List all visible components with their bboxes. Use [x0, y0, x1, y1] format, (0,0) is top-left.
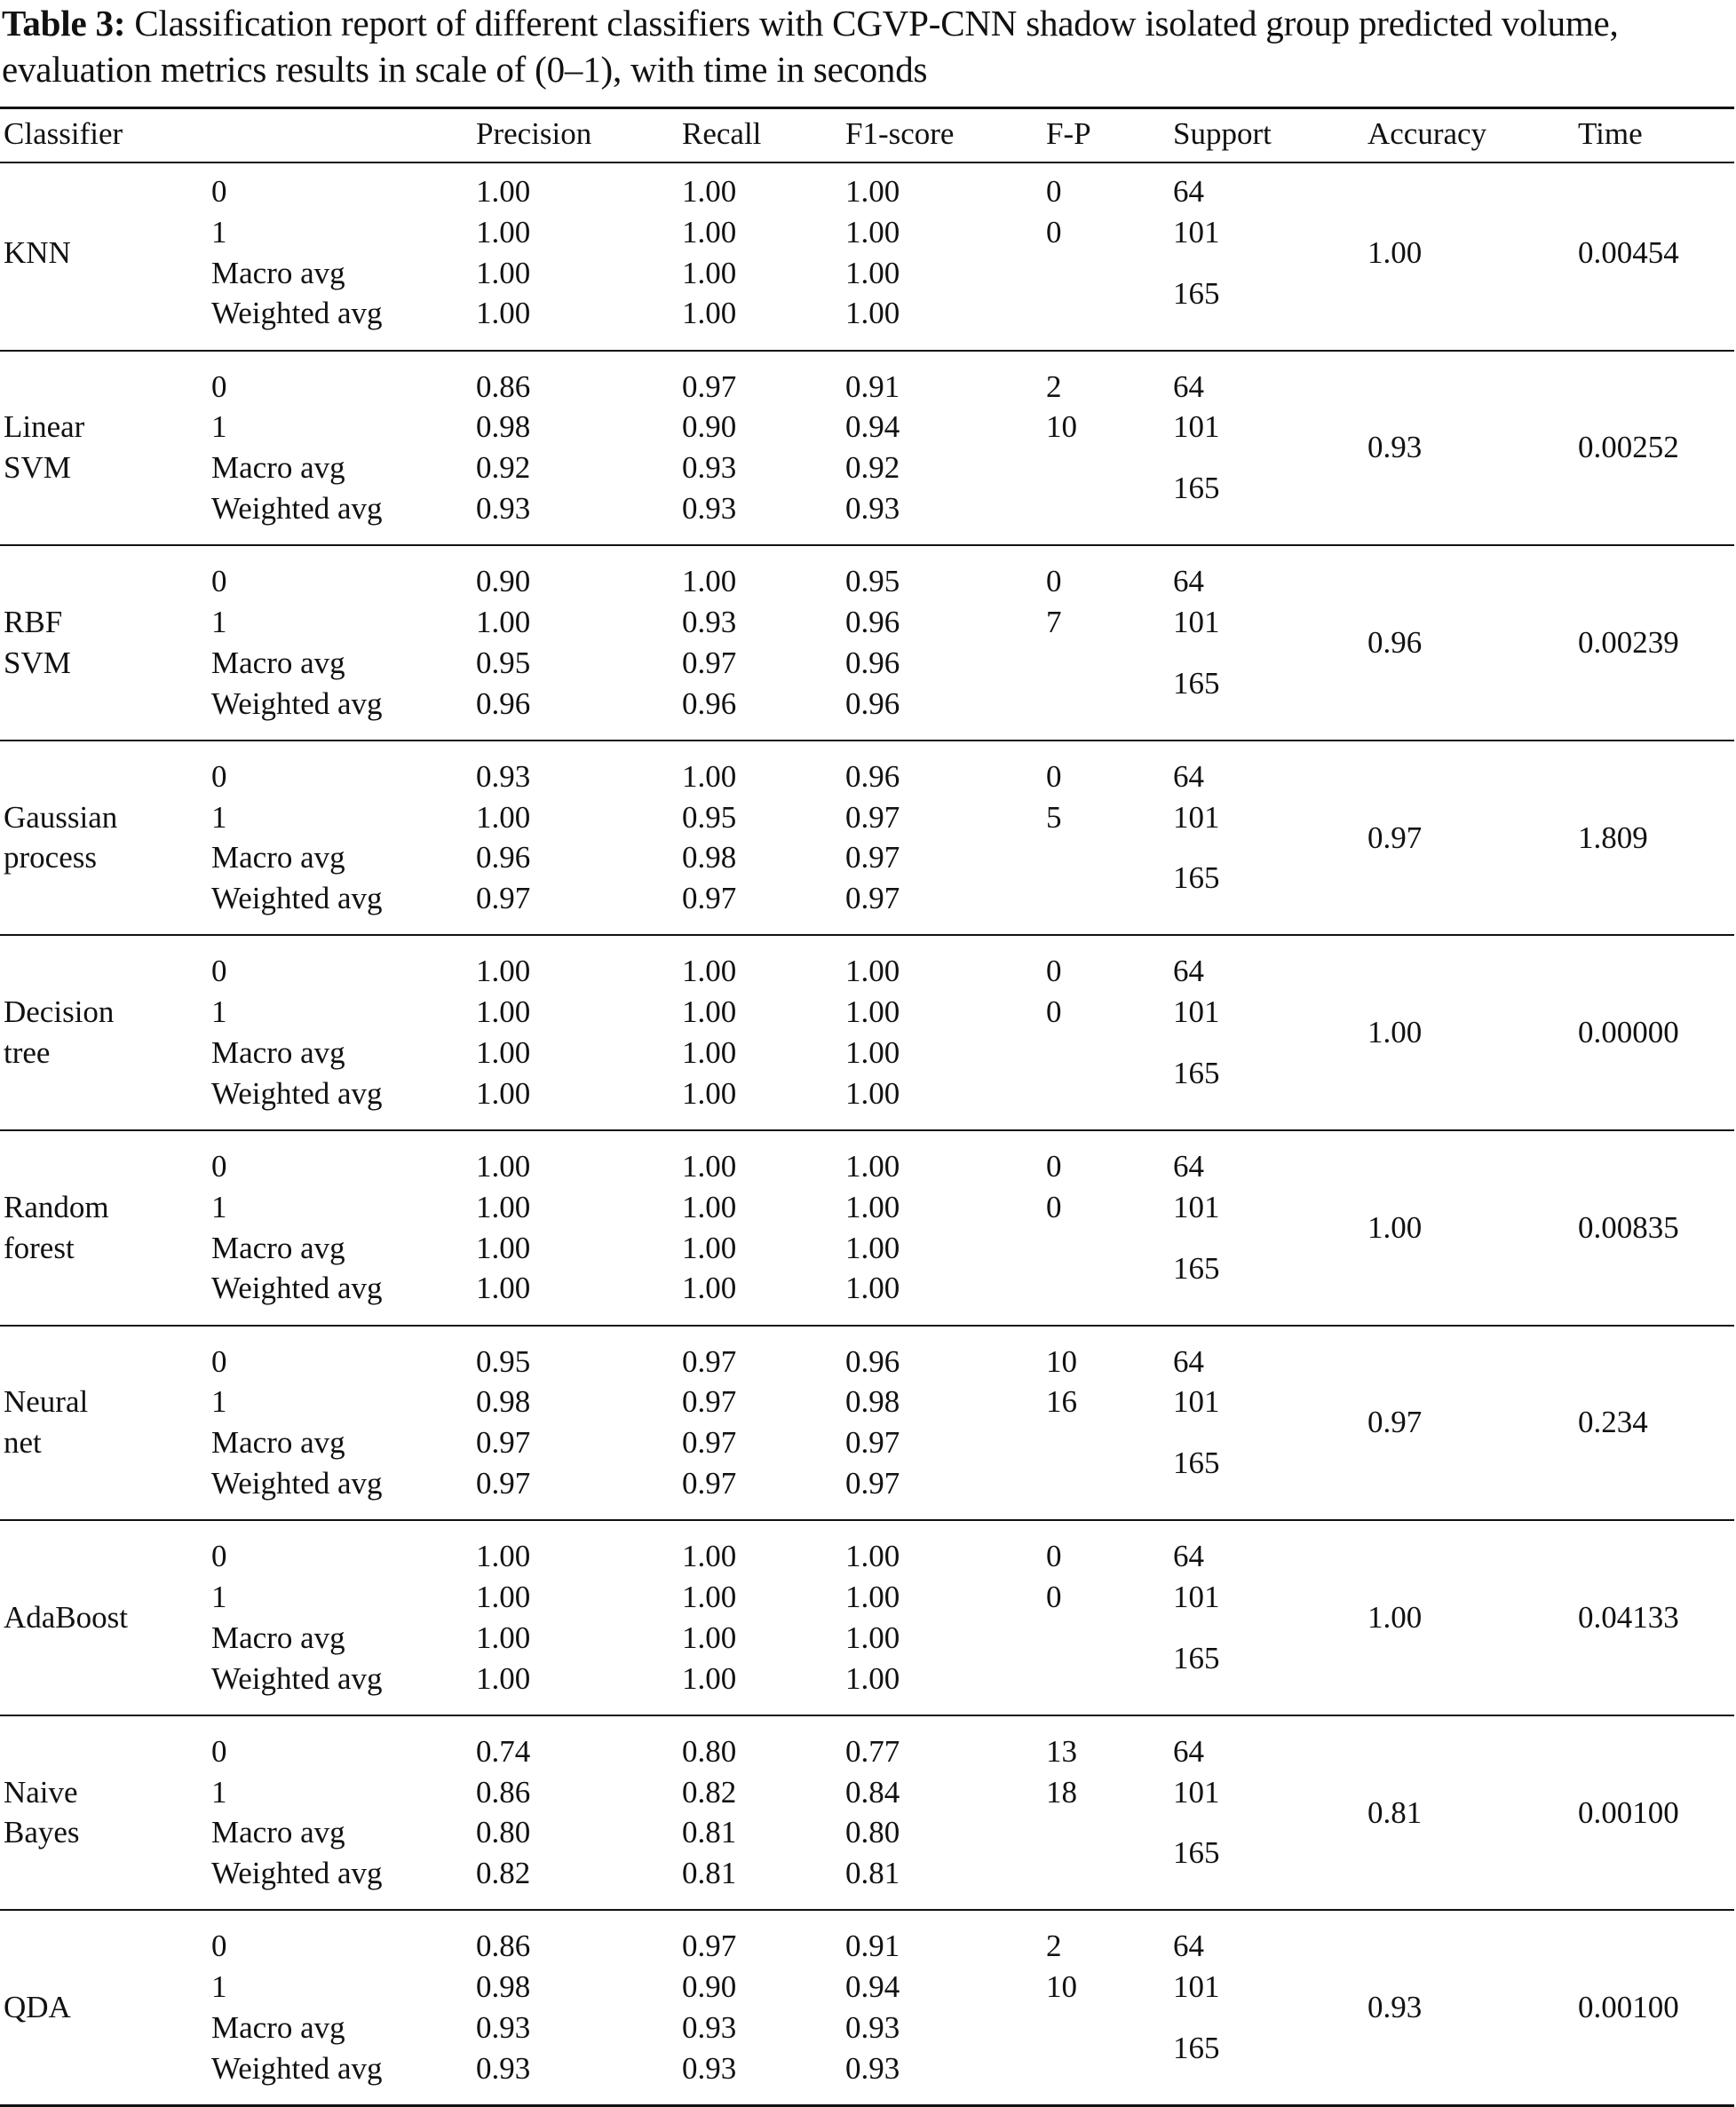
time-value: 0.00835 [1578, 1210, 1679, 1245]
f1-score-value: 0.93 [845, 2051, 900, 2086]
f1-score-value: 0.77 [845, 1734, 900, 1769]
precision-value: 1.00 [476, 800, 531, 835]
support-total-value: 165 [1173, 1446, 1220, 1480]
table-top-rule [0, 107, 1734, 109]
accuracy-value: 1.00 [1367, 1210, 1423, 1245]
recall-value: 0.98 [682, 840, 737, 875]
recall-value: 1.00 [682, 215, 737, 250]
table-number: Table 3: [2, 3, 126, 44]
header-support: Support [1173, 116, 1272, 151]
row-label: Macro avg [211, 2010, 345, 2045]
precision-value: 1.00 [476, 1076, 531, 1111]
precision-value: 0.96 [476, 686, 531, 721]
f1-score-value: 0.92 [845, 450, 900, 485]
recall-value: 1.00 [682, 1620, 737, 1655]
classifier-name: RBF [4, 605, 63, 639]
f1-score-value: 0.97 [845, 800, 900, 835]
classifier-name: net [4, 1425, 42, 1460]
fp-value: 7 [1046, 605, 1062, 639]
row-label: 1 [211, 800, 227, 835]
classifier-name: Decision [4, 994, 115, 1029]
fp-value: 2 [1046, 369, 1062, 404]
precision-value: 0.95 [476, 646, 531, 680]
recall-value: 0.95 [682, 800, 737, 835]
row-label: Weighted avg [211, 2051, 383, 2086]
fp-value: 0 [1046, 1580, 1062, 1614]
group-separator-rule [0, 544, 1734, 546]
f1-score-value: 1.00 [845, 1539, 900, 1573]
f1-score-value: 1.00 [845, 1149, 900, 1184]
support-value: 64 [1173, 1149, 1204, 1184]
row-label: 1 [211, 1775, 227, 1810]
f1-score-value: 0.96 [845, 1344, 900, 1379]
row-label: Weighted avg [211, 686, 383, 721]
recall-value: 0.97 [682, 1384, 737, 1419]
row-label: 1 [211, 215, 227, 250]
accuracy-value: 0.81 [1367, 1795, 1423, 1830]
fp-value: 10 [1046, 1344, 1077, 1379]
f1-score-value: 1.00 [845, 1190, 900, 1224]
f1-score-value: 0.80 [845, 1815, 900, 1850]
row-label: Macro avg [211, 1620, 345, 1655]
precision-value: 0.95 [476, 1344, 531, 1379]
recall-value: 1.00 [682, 1076, 737, 1111]
precision-value: 0.93 [476, 491, 531, 526]
fp-value: 10 [1046, 409, 1077, 444]
recall-value: 0.97 [682, 1425, 737, 1460]
fp-value: 2 [1046, 1929, 1062, 1963]
accuracy-value: 0.93 [1367, 430, 1423, 464]
f1-score-value: 0.93 [845, 2010, 900, 2045]
precision-value: 0.74 [476, 1734, 531, 1769]
f1-score-value: 1.00 [845, 174, 900, 209]
f1-score-value: 1.00 [845, 256, 900, 290]
classifier-name: AdaBoost [4, 1600, 128, 1635]
table-caption [2, 0, 1733, 92]
f1-score-value: 1.00 [845, 1231, 900, 1265]
group-separator-rule [0, 740, 1734, 741]
support-total-value: 165 [1173, 1641, 1220, 1675]
support-value: 101 [1173, 1384, 1220, 1419]
precision-value: 0.86 [476, 1929, 531, 1963]
row-label: 0 [211, 1539, 227, 1573]
support-value: 64 [1173, 1539, 1204, 1573]
precision-value: 1.00 [476, 1190, 531, 1224]
classifier-name: Naive [4, 1775, 78, 1810]
f1-score-value: 0.96 [845, 759, 900, 794]
recall-value: 0.97 [682, 1466, 737, 1501]
header-accuracy: Accuracy [1367, 116, 1487, 151]
recall-value: 1.00 [682, 994, 737, 1029]
row-label: 1 [211, 1969, 227, 2004]
f1-score-value: 0.91 [845, 1929, 900, 1963]
f1-score-value: 0.96 [845, 605, 900, 639]
support-value: 101 [1173, 994, 1220, 1029]
support-value: 64 [1173, 369, 1204, 404]
support-total-value: 165 [1173, 860, 1220, 895]
caption-text: Classification report of different classifiers with CGVP-CNN shadow isolated group predicted volume, evaluation metrics results in scale of (0–1), with time in seconds [2, 3, 1619, 90]
classifier-name: QDA [4, 1990, 71, 2024]
precision-value: 0.98 [476, 409, 531, 444]
precision-value: 0.97 [476, 881, 531, 915]
recall-value: 0.93 [682, 491, 737, 526]
f1-score-value: 1.00 [845, 296, 900, 330]
classifier-name: KNN [4, 235, 71, 270]
accuracy-value: 1.00 [1367, 235, 1423, 270]
header-rule [0, 162, 1734, 163]
support-value: 64 [1173, 564, 1204, 598]
support-total-value: 165 [1173, 1251, 1220, 1286]
f1-score-value: 0.81 [845, 1856, 900, 1890]
recall-value: 1.00 [682, 296, 737, 330]
support-value: 101 [1173, 1580, 1220, 1614]
accuracy-value: 0.96 [1367, 625, 1423, 660]
fp-value: 5 [1046, 800, 1062, 835]
group-separator-rule [0, 1715, 1734, 1716]
recall-value: 0.97 [682, 1344, 737, 1379]
fp-value: 10 [1046, 1969, 1077, 2004]
classifier-name: Gaussian [4, 800, 118, 835]
precision-value: 0.96 [476, 840, 531, 875]
precision-value: 0.90 [476, 564, 531, 598]
recall-value: 1.00 [682, 174, 737, 209]
precision-value: 0.86 [476, 369, 531, 404]
row-label: Macro avg [211, 1231, 345, 1265]
precision-value: 1.00 [476, 174, 531, 209]
row-label: 1 [211, 1190, 227, 1224]
row-label: Weighted avg [211, 1076, 383, 1111]
group-separator-rule [0, 1909, 1734, 1911]
precision-value: 0.93 [476, 2010, 531, 2045]
recall-value: 0.97 [682, 369, 737, 404]
row-label: Macro avg [211, 1815, 345, 1850]
f1-score-value: 1.00 [845, 1620, 900, 1655]
classifier-name: SVM [4, 450, 71, 485]
time-value: 0.00100 [1578, 1990, 1679, 2024]
recall-value: 1.00 [682, 759, 737, 794]
row-label: 0 [211, 369, 227, 404]
row-label: Macro avg [211, 646, 345, 680]
row-label: 1 [211, 1580, 227, 1614]
fp-value: 0 [1046, 1190, 1062, 1224]
support-value: 101 [1173, 605, 1220, 639]
f1-score-value: 0.91 [845, 369, 900, 404]
precision-value: 0.93 [476, 759, 531, 794]
row-label: 1 [211, 994, 227, 1029]
recall-value: 1.00 [682, 1661, 737, 1696]
f1-score-value: 0.98 [845, 1384, 900, 1419]
support-total-value: 165 [1173, 276, 1220, 311]
precision-value: 0.97 [476, 1466, 531, 1501]
row-label: Weighted avg [211, 881, 383, 915]
precision-value: 0.98 [476, 1969, 531, 2004]
recall-value: 1.00 [682, 1231, 737, 1265]
f1-score-value: 1.00 [845, 1271, 900, 1305]
recall-value: 0.97 [682, 1929, 737, 1963]
f1-score-value: 1.00 [845, 1035, 900, 1070]
fp-value: 13 [1046, 1734, 1077, 1769]
recall-value: 0.80 [682, 1734, 737, 1769]
precision-value: 1.00 [476, 1580, 531, 1614]
f1-score-value: 1.00 [845, 215, 900, 250]
header-time: Time [1578, 116, 1643, 151]
header-precision: Precision [476, 116, 592, 151]
fp-value: 0 [1046, 954, 1062, 988]
precision-value: 1.00 [476, 296, 531, 330]
precision-value: 1.00 [476, 1620, 531, 1655]
row-label: Weighted avg [211, 491, 383, 526]
fp-value: 0 [1046, 215, 1062, 250]
header-classifier: Classifier [4, 116, 123, 151]
fp-value: 0 [1046, 564, 1062, 598]
recall-value: 0.81 [682, 1815, 737, 1850]
f1-score-value: 0.97 [845, 840, 900, 875]
f1-score-value: 0.84 [845, 1775, 900, 1810]
row-label: Macro avg [211, 256, 345, 290]
recall-value: 0.90 [682, 409, 737, 444]
fp-value: 16 [1046, 1384, 1077, 1419]
fp-value: 0 [1046, 174, 1062, 209]
recall-value: 1.00 [682, 1190, 737, 1224]
support-value: 64 [1173, 1344, 1204, 1379]
recall-value: 0.96 [682, 686, 737, 721]
row-label: Macro avg [211, 1035, 345, 1070]
group-separator-rule [0, 1519, 1734, 1521]
time-value: 0.234 [1578, 1405, 1648, 1439]
precision-value: 0.82 [476, 1856, 531, 1890]
recall-value: 1.00 [682, 1271, 737, 1305]
recall-value: 1.00 [682, 1149, 737, 1184]
precision-value: 1.00 [476, 1271, 531, 1305]
time-value: 0.00239 [1578, 625, 1679, 660]
row-label: 0 [211, 174, 227, 209]
accuracy-value: 0.97 [1367, 1405, 1423, 1439]
row-label: Macro avg [211, 1425, 345, 1460]
row-label: Weighted avg [211, 1271, 383, 1305]
recall-value: 0.82 [682, 1775, 737, 1810]
row-label: 0 [211, 564, 227, 598]
f1-score-value: 1.00 [845, 994, 900, 1029]
header-recall: Recall [682, 116, 762, 151]
precision-value: 1.00 [476, 1661, 531, 1696]
header-f1-score: F1-score [845, 116, 955, 151]
accuracy-value: 1.00 [1367, 1600, 1423, 1635]
recall-value: 0.90 [682, 1969, 737, 2004]
row-label: 0 [211, 1734, 227, 1769]
fp-value: 0 [1046, 994, 1062, 1029]
support-value: 101 [1173, 1775, 1220, 1810]
row-label: Macro avg [211, 840, 345, 875]
f1-score-value: 1.00 [845, 954, 900, 988]
f1-score-value: 0.93 [845, 491, 900, 526]
recall-value: 1.00 [682, 256, 737, 290]
precision-value: 0.93 [476, 2051, 531, 2086]
group-separator-rule [0, 934, 1734, 936]
support-value: 64 [1173, 174, 1204, 209]
time-value: 0.00454 [1578, 235, 1679, 270]
accuracy-value: 1.00 [1367, 1015, 1423, 1050]
group-separator-rule [0, 1325, 1734, 1327]
support-value: 64 [1173, 759, 1204, 794]
row-label: 0 [211, 1344, 227, 1379]
time-value: 0.00000 [1578, 1015, 1679, 1050]
f1-score-value: 1.00 [845, 1580, 900, 1614]
row-label: 1 [211, 1384, 227, 1419]
precision-value: 0.98 [476, 1384, 531, 1419]
row-label: Weighted avg [211, 296, 383, 330]
precision-value: 0.97 [476, 1425, 531, 1460]
f1-score-value: 1.00 [845, 1661, 900, 1696]
recall-value: 1.00 [682, 1580, 737, 1614]
precision-value: 1.00 [476, 1539, 531, 1573]
time-value: 0.00100 [1578, 1795, 1679, 1830]
f1-score-value: 0.95 [845, 564, 900, 598]
precision-value: 1.00 [476, 215, 531, 250]
row-label: 0 [211, 1929, 227, 1963]
accuracy-value: 0.97 [1367, 820, 1423, 855]
f1-score-value: 0.94 [845, 409, 900, 444]
support-value: 64 [1173, 1929, 1204, 1963]
support-value: 101 [1173, 409, 1220, 444]
fp-value: 0 [1046, 759, 1062, 794]
f1-score-value: 0.97 [845, 1466, 900, 1501]
f1-score-value: 0.97 [845, 1425, 900, 1460]
precision-value: 1.00 [476, 1149, 531, 1184]
row-label: Macro avg [211, 450, 345, 485]
precision-value: 1.00 [476, 1035, 531, 1070]
group-separator-rule [0, 350, 1734, 352]
support-total-value: 165 [1173, 1835, 1220, 1870]
classifier-name: forest [4, 1231, 75, 1265]
precision-value: 1.00 [476, 256, 531, 290]
f1-score-value: 0.94 [845, 1969, 900, 2004]
precision-value: 0.92 [476, 450, 531, 485]
support-value: 64 [1173, 954, 1204, 988]
time-value: 0.04133 [1578, 1600, 1679, 1635]
recall-value: 1.00 [682, 564, 737, 598]
support-total-value: 165 [1173, 471, 1220, 505]
recall-value: 1.00 [682, 954, 737, 988]
classifier-name: Neural [4, 1384, 89, 1419]
fp-value: 18 [1046, 1775, 1077, 1810]
support-value: 64 [1173, 1734, 1204, 1769]
precision-value: 1.00 [476, 605, 531, 639]
row-label: 0 [211, 1149, 227, 1184]
support-value: 101 [1173, 800, 1220, 835]
precision-value: 1.00 [476, 994, 531, 1029]
support-value: 101 [1173, 1190, 1220, 1224]
recall-value: 0.93 [682, 605, 737, 639]
fp-value: 0 [1046, 1539, 1062, 1573]
row-label: Weighted avg [211, 1466, 383, 1501]
recall-value: 1.00 [682, 1035, 737, 1070]
header-fp: F-P [1046, 116, 1091, 151]
classifier-name: process [4, 840, 97, 875]
row-label: 1 [211, 605, 227, 639]
accuracy-value: 0.93 [1367, 1990, 1423, 2024]
row-label: Weighted avg [211, 1856, 383, 1890]
f1-score-value: 0.96 [845, 686, 900, 721]
classifier-name: Bayes [4, 1815, 80, 1850]
classifier-name: tree [4, 1035, 51, 1070]
row-label: 1 [211, 409, 227, 444]
time-value: 1.809 [1578, 820, 1648, 855]
f1-score-value: 0.96 [845, 646, 900, 680]
fp-value: 0 [1046, 1149, 1062, 1184]
support-total-value: 165 [1173, 666, 1220, 701]
support-total-value: 165 [1173, 2031, 1220, 2065]
support-value: 101 [1173, 215, 1220, 250]
row-label: 0 [211, 759, 227, 794]
precision-value: 0.86 [476, 1775, 531, 1810]
classifier-name: SVM [4, 646, 71, 680]
time-value: 0.00252 [1578, 430, 1679, 464]
precision-value: 1.00 [476, 1231, 531, 1265]
recall-value: 0.93 [682, 2051, 737, 2086]
f1-score-value: 0.97 [845, 881, 900, 915]
classifier-name: Random [4, 1190, 109, 1224]
support-value: 101 [1173, 1969, 1220, 2004]
precision-value: 0.80 [476, 1815, 531, 1850]
group-separator-rule [0, 1129, 1734, 1131]
recall-value: 0.93 [682, 2010, 737, 2045]
recall-value: 0.97 [682, 646, 737, 680]
classifier-name: Linear [4, 409, 85, 444]
recall-value: 0.93 [682, 450, 737, 485]
recall-value: 0.97 [682, 881, 737, 915]
precision-value: 1.00 [476, 954, 531, 988]
recall-value: 0.81 [682, 1856, 737, 1890]
row-label: Weighted avg [211, 1661, 383, 1696]
support-total-value: 165 [1173, 1056, 1220, 1090]
row-label: 0 [211, 954, 227, 988]
recall-value: 1.00 [682, 1539, 737, 1573]
f1-score-value: 1.00 [845, 1076, 900, 1111]
